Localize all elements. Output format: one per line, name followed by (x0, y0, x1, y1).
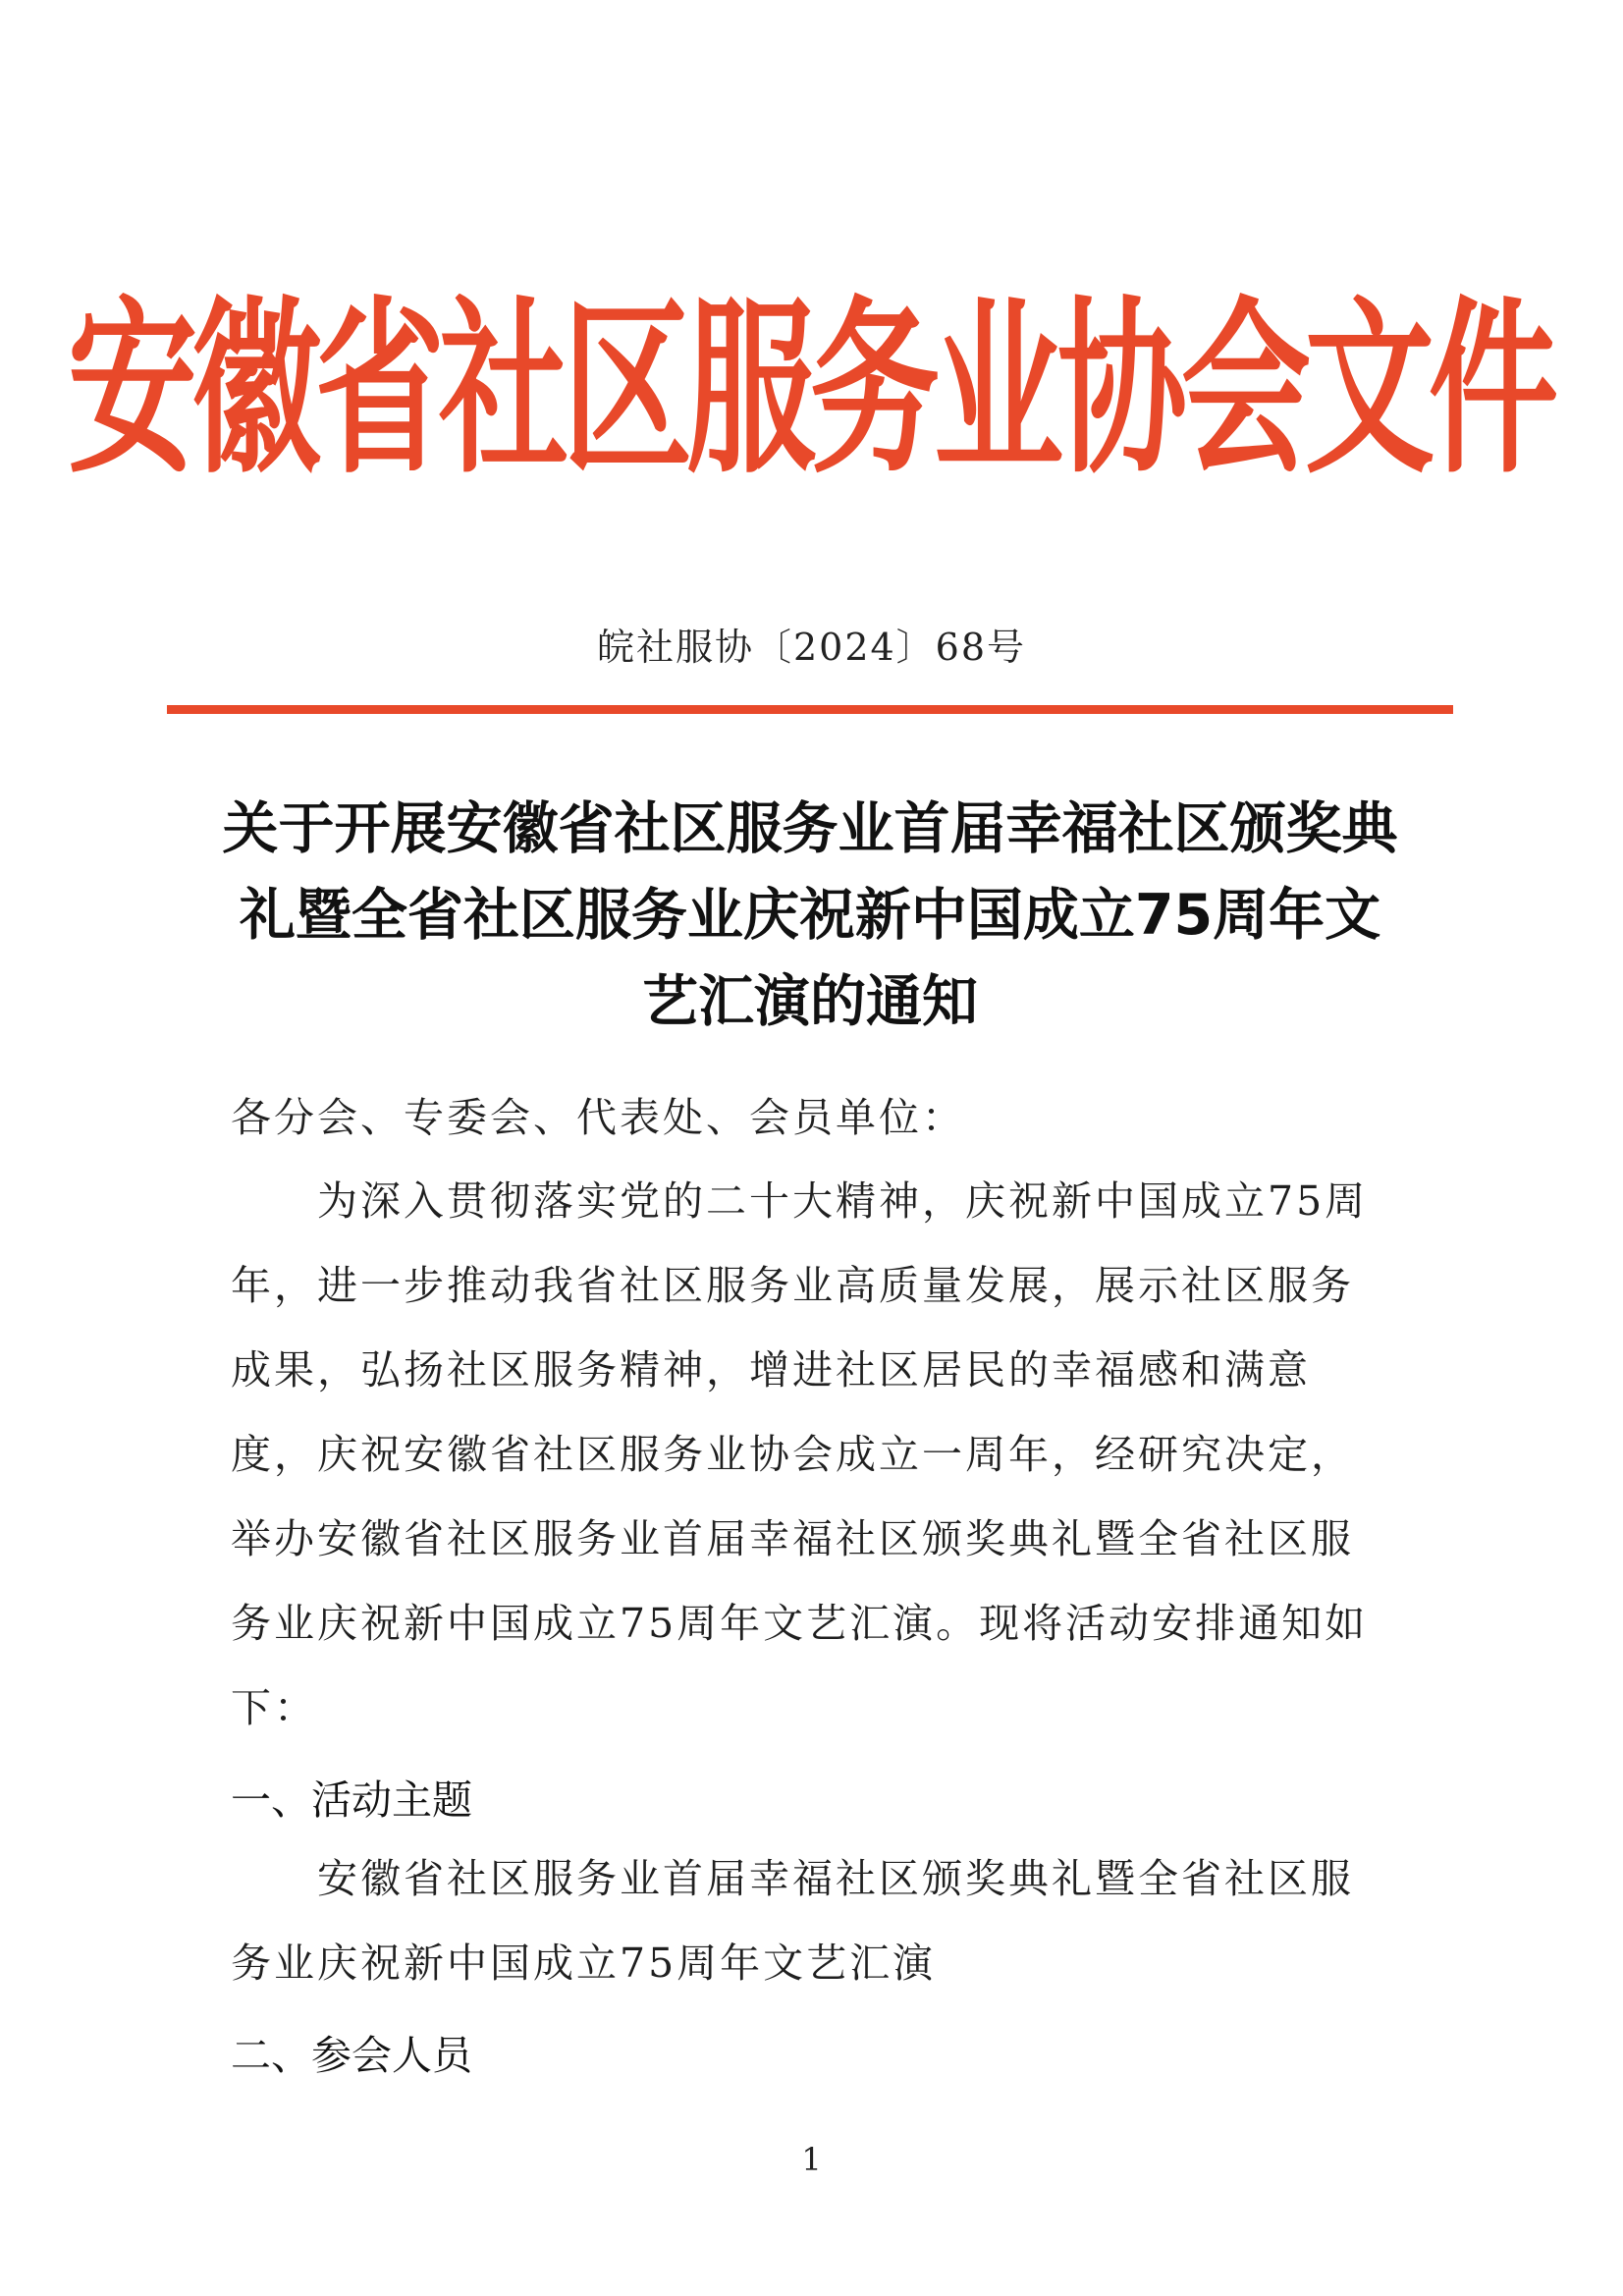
page-number: 1 (801, 2141, 822, 2178)
section-heading-theme: 一、活动主题 (231, 1777, 472, 1824)
intro-paragraph: 为深入贯彻落实党的二十大精神，庆祝新中国成立75周年，进一步推动我省社区服务业高质量发展，展示社区服务成果，弘扬社区服务精神，增进社区居民的幸福感和满意度，庆祝安徽省社区服务业协会成立一周年，经研究决定，举办安徽省社区服务业首届幸福社区颁奖典礼暨全省社区服务业庆祝新中国成立75周年文艺汇演。现将活动安排通知如下： (231, 1177, 1369, 1731)
document-masthead: 安徽省社区服务业协会文件 (68, 279, 1552, 501)
section-heading-attendees: 二、参会人员 (231, 2032, 472, 2079)
section-text-theme: 安徽省社区服务业首届幸福社区颁奖典礼暨全省社区服务业庆祝新中国成立75周年文艺汇演 (231, 1855, 1354, 1987)
notice-title: 关于开展安徽省社区服务业首届幸福社区颁奖典礼暨全省社区服务业庆祝新中国成立75周年文艺汇演的通知 (222, 796, 1398, 1034)
red-divider-line (167, 705, 1453, 714)
document-number: 皖社服协〔2024〕68号 (596, 626, 1027, 669)
salutation: 各分会、专委会、代表处、会员单位： (231, 1094, 965, 1141)
